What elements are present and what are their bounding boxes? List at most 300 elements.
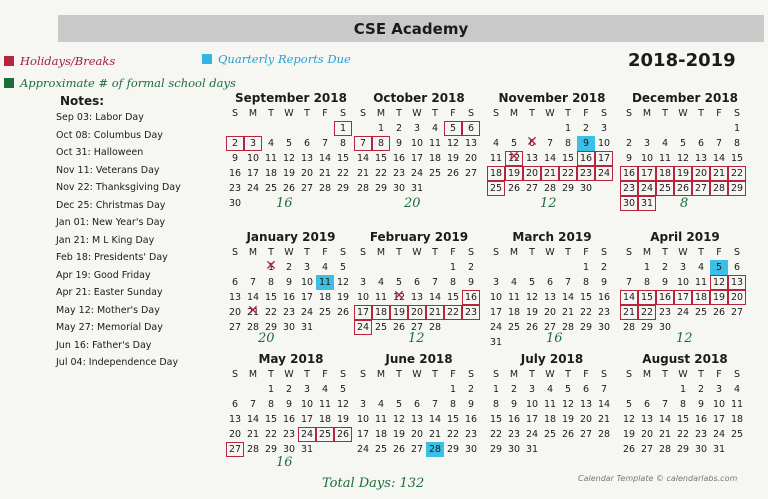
day-cell: 25	[487, 181, 505, 196]
month-name: June 2018	[385, 352, 453, 366]
day-cell: 10	[410, 138, 424, 149]
day-cell: 4	[321, 384, 329, 395]
day-cell: 23	[597, 307, 611, 318]
day-cell: 11	[264, 153, 278, 164]
day-cell: 9	[285, 277, 293, 288]
day-cell: 25	[428, 168, 442, 179]
day-cell: 17	[674, 290, 692, 305]
day-cell: 4	[510, 277, 518, 288]
day-cell: 31	[300, 444, 314, 455]
weekday-label: M	[248, 108, 258, 119]
day-cell: 15	[676, 414, 690, 425]
day-cell: 28	[622, 322, 636, 333]
day-cell: 22	[489, 429, 503, 440]
day-cell: 29	[264, 444, 278, 455]
day-cell: 14	[246, 292, 260, 303]
weekday-label: F	[322, 369, 328, 380]
empty-cell	[390, 260, 408, 275]
days-grid	[487, 121, 617, 196]
empty-cell	[620, 260, 638, 275]
day-cell: 13	[579, 399, 593, 410]
weekday-label: S	[625, 247, 633, 258]
day-cell: 20	[523, 166, 541, 181]
day-cell: 5	[679, 138, 687, 149]
day-cell: 6	[413, 277, 421, 288]
day-cell: 5	[395, 399, 403, 410]
weekday-label: T	[396, 247, 402, 258]
day-cell: 24	[246, 183, 260, 194]
day-cell: 9	[600, 277, 608, 288]
day-cell: 10	[640, 153, 654, 164]
note-item: Oct 08: Columbus Day	[56, 129, 163, 141]
day-cell: 20	[408, 305, 426, 320]
day-cell: 1	[267, 384, 275, 395]
day-cell: 29	[446, 444, 460, 455]
empty-cell	[316, 121, 334, 136]
empty-cell	[710, 121, 728, 136]
day-cell: 24	[298, 427, 316, 442]
weekday-label: W	[412, 369, 422, 380]
note-item: Jul 04: Independence Day	[56, 357, 179, 368]
day-cell: 18	[543, 414, 557, 425]
day-cell: 22	[579, 307, 593, 318]
empty-cell	[523, 260, 541, 275]
day-cell: 15	[579, 292, 593, 303]
day-cell: 3	[359, 277, 367, 288]
day-cell: 14	[246, 414, 260, 425]
weekday-label: T	[529, 369, 535, 380]
day-cell: 5	[339, 384, 347, 395]
day-cell: 23	[694, 429, 708, 440]
weekday-header	[620, 368, 750, 382]
month-calendar	[226, 229, 356, 353]
weekday-label: T	[529, 108, 535, 119]
day-cell: 31	[525, 444, 539, 455]
school-day-count: 8	[680, 196, 689, 211]
day-cell: 24	[300, 307, 314, 318]
day-cell: 8	[643, 277, 651, 288]
day-cell: 18	[487, 166, 505, 181]
day-cell: 11	[694, 277, 708, 288]
day-cell: 6 ✕	[523, 136, 541, 151]
empty-cell	[354, 260, 372, 275]
day-cell: 9	[467, 399, 475, 410]
day-cell: 5	[395, 277, 403, 288]
day-cell: 15	[561, 153, 575, 164]
day-cell: 11	[543, 399, 557, 410]
day-cell: 25	[264, 183, 278, 194]
day-cell: 26	[282, 183, 296, 194]
weekday-label: T	[662, 108, 668, 119]
day-cell: 30	[507, 444, 521, 455]
day-cell: 18	[372, 305, 390, 320]
day-cell: 23	[282, 307, 296, 318]
day-cell: 5	[444, 121, 462, 136]
day-cell: 20	[300, 168, 314, 179]
month-calendar	[620, 351, 750, 475]
day-cell: 26	[334, 427, 352, 442]
note-item: Jan 21: M L King Day	[56, 234, 155, 246]
day-cell: 10	[356, 292, 370, 303]
empty-cell	[372, 260, 390, 275]
note-item: May 27: Memorial Day	[56, 322, 163, 333]
school-day-count: 12	[540, 196, 557, 211]
day-cell: 29	[489, 444, 503, 455]
day-cell: 29	[336, 183, 350, 194]
empty-cell	[505, 121, 523, 136]
note-item: Oct 31: Halloween	[56, 147, 144, 158]
day-cell: 23	[464, 429, 478, 440]
day-cell: 25	[318, 307, 332, 318]
weekday-label: W	[545, 247, 555, 258]
day-cell: 12	[622, 414, 636, 425]
day-cell: 26	[507, 183, 521, 194]
weekday-label: T	[304, 369, 310, 380]
weekday-label: T	[396, 108, 402, 119]
day-cell: 5	[528, 277, 536, 288]
day-cell: 6	[546, 277, 554, 288]
month-name: October 2018	[373, 91, 465, 105]
day-cell: 28	[356, 183, 370, 194]
day-cell: 27	[730, 307, 744, 318]
weekday-header	[487, 107, 617, 121]
school-day-count: 20	[258, 331, 275, 346]
month-name: August 2018	[642, 352, 728, 366]
day-cell: 27	[464, 168, 478, 179]
day-cell: 9	[285, 399, 293, 410]
day-cell: 25	[730, 429, 744, 440]
day-cell: 15	[264, 292, 278, 303]
day-cell: 27	[640, 444, 654, 455]
weekday-label: M	[509, 108, 519, 119]
day-cell: 26	[336, 307, 350, 318]
day-cell: 20	[410, 429, 424, 440]
day-cell: 6	[582, 384, 590, 395]
note-item: Apr 19: Good Friday	[56, 269, 151, 281]
empty-cell	[372, 382, 390, 397]
day-cell: 24	[638, 181, 656, 196]
month-name: December 2018	[631, 91, 739, 105]
day-cell: 21	[561, 307, 575, 318]
weekday-label: W	[412, 247, 422, 258]
day-cell: 5	[285, 138, 293, 149]
empty-cell	[692, 121, 710, 136]
day-cell: 25	[543, 429, 557, 440]
day-cell: 10	[300, 277, 314, 288]
day-cell: 15	[264, 414, 278, 425]
day-cell: 27	[410, 322, 424, 333]
day-cell: 29	[640, 322, 654, 333]
notes-title: Notes:	[60, 94, 105, 108]
day-cell: 15	[446, 414, 460, 425]
empty-cell	[226, 121, 244, 136]
day-cell: 10	[246, 153, 260, 164]
note-item: Jan 01: New Year's Day	[56, 217, 166, 228]
weekday-label: T	[432, 247, 438, 258]
day-cell: 12	[525, 292, 539, 303]
day-cell: 15	[489, 414, 503, 425]
day-cell: 19	[622, 429, 636, 440]
day-cell: 13	[640, 414, 654, 425]
day-cell: 6	[462, 121, 480, 136]
day-cell: 22	[638, 305, 656, 320]
day-cell: 19	[505, 166, 523, 181]
day-cell: 29	[579, 322, 593, 333]
day-cell: 16	[282, 414, 296, 425]
day-cell: 20	[228, 429, 242, 440]
day-cell: 25	[694, 307, 708, 318]
empty-cell	[620, 121, 638, 136]
weekday-label: F	[716, 108, 722, 119]
day-cell: 2	[600, 262, 608, 273]
day-cell: 21	[541, 166, 559, 181]
month-calendar	[487, 351, 617, 475]
day-cell: 23	[462, 305, 480, 320]
day-cell: 7	[661, 399, 669, 410]
day-cell: 12	[676, 153, 690, 164]
day-cell: 13	[694, 153, 708, 164]
day-cell: 2	[582, 123, 590, 134]
weekday-label: S	[359, 247, 367, 258]
day-cell: 6	[697, 138, 705, 149]
day-cell: 16	[656, 290, 674, 305]
day-cell: 8	[564, 138, 572, 149]
day-cell: 24	[525, 429, 539, 440]
weekday-label: F	[716, 369, 722, 380]
weekday-label: F	[450, 369, 456, 380]
weekday-label: S	[467, 247, 475, 258]
note-item: Sep 03: Labor Day	[56, 112, 144, 123]
day-cell: 7	[546, 138, 554, 149]
day-cell: 11	[428, 138, 442, 149]
day-cell: 7	[600, 384, 608, 395]
day-cell: 11	[374, 292, 388, 303]
weekday-label: T	[268, 369, 274, 380]
day-cell: 4	[546, 384, 554, 395]
note-item: Feb 18: Presidents' Day	[56, 252, 168, 263]
day-cell: 22	[559, 166, 577, 181]
day-cell: 16	[464, 414, 478, 425]
empty-cell	[541, 121, 559, 136]
weekday-label: S	[733, 369, 741, 380]
day-cell: 23	[658, 307, 672, 318]
day-cell: 14	[543, 153, 557, 164]
calendar-header-bar	[58, 15, 764, 42]
day-cell: 28	[318, 183, 332, 194]
day-cell: 15	[446, 292, 460, 303]
day-cell: 22	[374, 168, 388, 179]
day-cell: 9	[661, 277, 669, 288]
day-cell: 4	[431, 123, 439, 134]
day-cell: 18	[318, 414, 332, 425]
weekday-label: F	[322, 108, 328, 119]
day-cell: 23	[620, 181, 638, 196]
empty-cell	[505, 260, 523, 275]
weekday-label: M	[509, 247, 519, 258]
day-cell: 4	[492, 138, 500, 149]
day-cell: 18	[507, 307, 521, 318]
note-item: Nov 22: Thanksgiving Day	[56, 182, 181, 193]
day-cell: 3	[244, 136, 262, 151]
empty-cell	[638, 382, 656, 397]
day-cell: 28	[658, 444, 672, 455]
day-cell: 6	[231, 277, 239, 288]
weekday-label: M	[642, 108, 652, 119]
day-cell: 20	[579, 414, 593, 425]
weekday-label: W	[545, 369, 555, 380]
day-cell: 11	[318, 399, 332, 410]
empty-cell	[262, 121, 280, 136]
empty-cell	[244, 382, 262, 397]
day-cell: 28	[561, 322, 575, 333]
weekday-label: T	[565, 108, 571, 119]
day-cell: 5	[710, 260, 728, 275]
day-cell: 13	[228, 414, 242, 425]
legend-holidays	[4, 54, 115, 68]
weekday-label: M	[376, 247, 386, 258]
day-cell: 29	[676, 444, 690, 455]
day-cell: 4	[697, 262, 705, 273]
weekday-label: S	[359, 369, 367, 380]
day-cell: 2	[285, 384, 293, 395]
day-cell: 20	[543, 307, 557, 318]
day-cell: 9	[577, 136, 595, 151]
day-cell: 27	[300, 183, 314, 194]
weekday-label: W	[284, 369, 294, 380]
day-cell: 13	[525, 153, 539, 164]
day-cell: 30	[658, 322, 672, 333]
month-name: July 2018	[520, 352, 584, 366]
weekday-label: S	[625, 369, 633, 380]
day-cell: 19	[446, 153, 460, 164]
note-item: Apr 21: Easter Sunday	[56, 287, 163, 298]
day-cell: 26	[392, 322, 406, 333]
day-cell: 3	[303, 384, 311, 395]
day-cell: 8	[267, 277, 275, 288]
day-cell: 10	[525, 399, 539, 410]
weekday-label: M	[642, 247, 652, 258]
quarterly-swatch	[202, 54, 212, 64]
weekday-label: W	[545, 108, 555, 119]
day-cell: 18	[374, 429, 388, 440]
day-cell: 15	[374, 153, 388, 164]
day-cell: 25	[656, 181, 674, 196]
day-cell: 17	[638, 166, 656, 181]
day-cell: 8	[449, 277, 457, 288]
day-cell: 16	[392, 153, 406, 164]
weekday-label: S	[231, 108, 239, 119]
school-day-count: 12	[408, 331, 425, 346]
day-cell: 29	[728, 181, 746, 196]
day-cell: 24	[410, 168, 424, 179]
weekday-header	[226, 107, 356, 121]
weekday-label: F	[583, 108, 589, 119]
weekday-label: S	[339, 369, 347, 380]
day-cell: 3	[413, 123, 421, 134]
day-cell: 19	[390, 305, 408, 320]
day-cell: 28	[246, 322, 260, 333]
day-cell: 21	[597, 414, 611, 425]
weekday-header	[354, 246, 484, 260]
empty-cell	[559, 260, 577, 275]
day-cell: 16	[462, 290, 480, 305]
day-cell: 9	[510, 399, 518, 410]
day-cell: 6	[231, 399, 239, 410]
day-cell: 10	[676, 277, 690, 288]
day-cell: 30	[228, 198, 242, 209]
day-cell: 3	[528, 384, 536, 395]
day-cell: 2	[226, 136, 244, 151]
day-cell: 10	[712, 399, 726, 410]
day-cell: 14	[428, 414, 442, 425]
weekday-header	[487, 246, 617, 260]
empty-cell	[620, 382, 638, 397]
day-cell: 18	[318, 292, 332, 303]
school-day-count: 16	[276, 196, 293, 211]
day-cell: 20	[464, 153, 478, 164]
day-cell: 22	[336, 168, 350, 179]
day-cell: 11	[316, 275, 334, 290]
holiday-swatch	[4, 56, 14, 66]
day-cell: 12	[561, 399, 575, 410]
day-cell: 12	[710, 275, 728, 290]
day-cell: 1 ✕	[262, 260, 280, 275]
legend-quarterly-label: Quarterly Reports Due	[218, 52, 351, 66]
day-cell: 19	[392, 429, 406, 440]
legend-quarterly	[202, 52, 351, 66]
day-cell: 27	[226, 442, 244, 457]
empty-cell	[638, 121, 656, 136]
day-cell: 28	[710, 181, 728, 196]
note-item: May 12: Mother's Day	[56, 304, 160, 316]
day-cell: 17	[489, 307, 503, 318]
note-item: Dec 25: Christmas Day	[56, 199, 166, 211]
empty-cell	[656, 382, 674, 397]
day-cell: 27	[579, 429, 593, 440]
day-cell: 4	[321, 262, 329, 273]
day-cell: 11	[489, 153, 503, 164]
day-cell: 13	[410, 292, 424, 303]
day-cell: 21	[710, 166, 728, 181]
day-cell: 8	[492, 399, 500, 410]
weekday-label: S	[231, 369, 239, 380]
weekday-label: T	[698, 108, 704, 119]
day-cell: 22	[676, 429, 690, 440]
weekday-label: T	[396, 369, 402, 380]
day-cell: 12	[392, 414, 406, 425]
weekday-label: M	[509, 369, 519, 380]
day-cell: 2	[285, 262, 293, 273]
weekday-label: S	[733, 247, 741, 258]
weekday-header	[354, 368, 484, 382]
day-cell: 8	[582, 277, 590, 288]
day-cell: 7	[249, 399, 257, 410]
month-name: November 2018	[498, 91, 606, 105]
day-cell: 27	[410, 444, 424, 455]
day-cell: 16	[228, 168, 242, 179]
day-cell: 19	[336, 292, 350, 303]
legend-days-label: Approximate # of formal school days	[20, 76, 236, 90]
day-cell: 24	[356, 444, 370, 455]
template-credit: Calendar Template © calendarlabs.com	[578, 474, 738, 483]
day-cell: 16	[597, 292, 611, 303]
day-cell: 6	[413, 399, 421, 410]
weekday-header	[226, 368, 356, 382]
day-cell: 16	[694, 414, 708, 425]
month-name: March 2019	[512, 230, 592, 244]
day-cell: 18	[730, 414, 744, 425]
day-cell: 8	[339, 138, 347, 149]
